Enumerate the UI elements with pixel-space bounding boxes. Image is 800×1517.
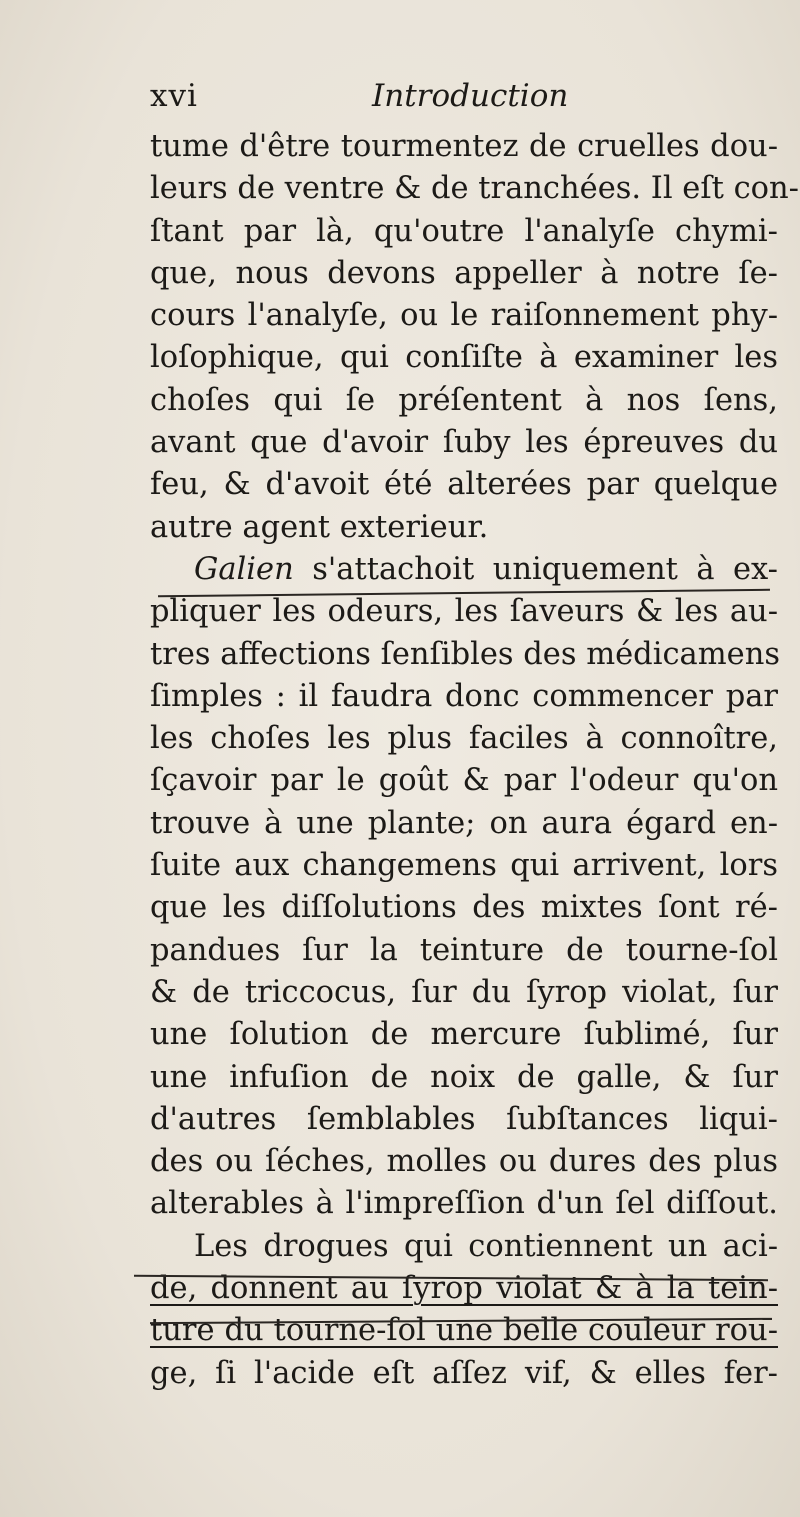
- text-line-underlined: ture du tourne-ſol une belle couleur rou-: [150, 1313, 778, 1349]
- text-line: une infuſion de noix de galle, & ſur: [150, 1059, 778, 1095]
- page-number: xvi: [150, 78, 198, 114]
- author-name-galien: Galien: [194, 551, 294, 587]
- text-line: alterables à l'impreſſion d'un ſel diſſout.: [150, 1186, 778, 1222]
- text-line: choſes qui ſe préſentent à nos ſens,: [150, 382, 778, 418]
- paragraph-opening-line: [150, 549, 778, 591]
- text-line: loſophique, qui conſiſte à examiner les: [150, 340, 778, 376]
- text-line: ſtant par là, qu'outre l'analyſe chymi-: [150, 213, 778, 249]
- text-line: leurs de ventre & de tranchées. Il eſt con-: [150, 171, 799, 207]
- text-line: pliquer les odeurs, les ſaveurs & les au-: [150, 594, 778, 630]
- text-line: ge, ſi l'acide eſt aſſez vif, & elles fer-: [150, 1355, 778, 1391]
- text-line: feu, & d'avoit été alterées par quelque: [150, 467, 778, 503]
- running-title: Introduction: [372, 78, 569, 114]
- body-text: [150, 126, 799, 1395]
- text-line: tres affections ſenſibles des médicamens: [150, 636, 780, 672]
- text-line-underlined: de, donnent au ſyrop violat & à la tein-: [150, 1271, 778, 1307]
- text-line: d'autres ſemblables ſubſtances liqui-: [150, 1101, 778, 1137]
- text-line: pandues ſur la teinture de tourne-ſol: [150, 932, 778, 968]
- text-line: trouve à une plante; on aura égard en-: [150, 805, 778, 841]
- text-line: ſuite aux changemens qui arrivent, lors: [150, 848, 778, 884]
- text-line: & de triccocus, ſur du ſyrop violat, ſur: [150, 974, 778, 1010]
- text-line: une ſolution de mercure ſublimé, ſur: [150, 1017, 778, 1053]
- text-line-segment: s'attachoit uniquement à ex-: [293, 551, 778, 587]
- text-line: tume d'être tourmentez de cruelles dou-: [150, 129, 778, 164]
- text-line: ſçavoir par le goût & par l'odeur qu'on: [150, 763, 778, 799]
- text-line: les choſes les plus faciles à connoître,: [150, 721, 778, 757]
- text-line: ſimples : il faudra donc commencer par: [150, 678, 778, 714]
- text-line: Les drogues qui contiennent un aci-: [194, 1228, 778, 1264]
- text-line: que les diſſolutions des mixtes ſont ré-: [150, 890, 778, 926]
- text-line: des ou ſéches, molles ou dures des plus: [150, 1144, 778, 1180]
- text-line: avant que d'avoir ſuby les épreuves du: [150, 425, 778, 461]
- text-line: cours l'analyſe, ou le raiſonnement phy-: [150, 298, 778, 334]
- page-header: [150, 78, 630, 122]
- text-line: que, nous devons appeller à notre ſe-: [150, 255, 778, 291]
- text-line: autre agent exterieur.: [150, 509, 489, 545]
